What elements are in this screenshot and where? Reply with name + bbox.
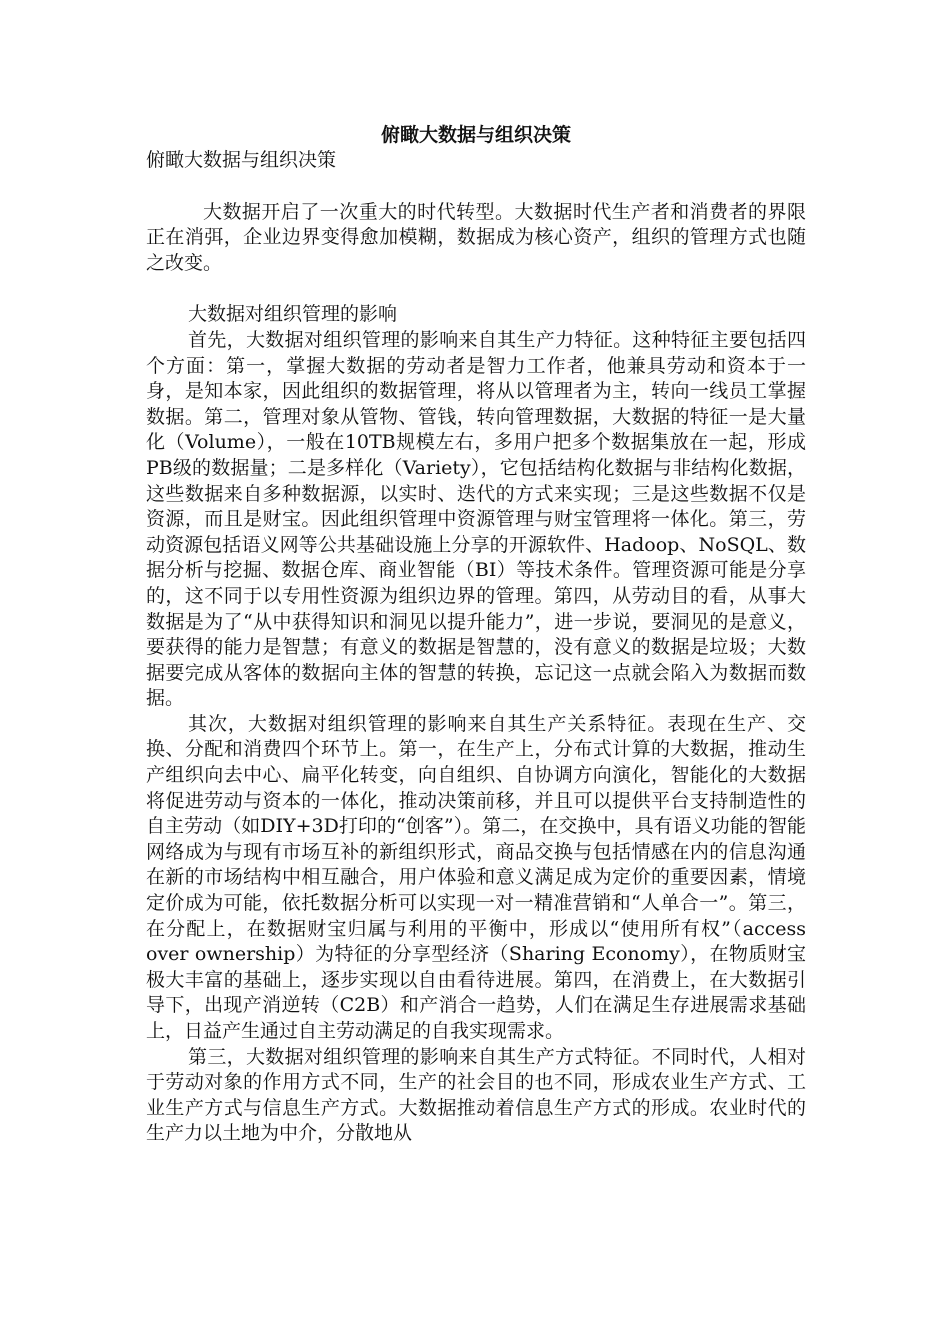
document-title: 俯瞰大数据与组织决策 bbox=[380, 124, 571, 146]
body-paragraph-1: 首先，大数据对组织管理的影响来自其生产力特征。这种特征主要包括四个方面：第一，掌握大数据的劳动者是智力工作者，他兼具劳动和资本于一身，是知本家，因此组织的数据管理，将从以管理者为主，转向一线员工掌握数据。第二，管理对象从管物、管钱，转向管理数据，大数据的特征一是大量化（Volume），一般在10TB规模左右，多用户把多个数据集放在一起，形成PB级的数据量；二是多样化（Variety），它包括结构化数据与非结构化数据，这些数据来自多种数据源，以实时、迭代的方式来实现；三是这些数据不仅是资源，而且是财宝。因此组织管理中资源管理与财宝管理将一体化。第三，劳动资源包括语义网等公共基础设施上分享的开源软件、Hadoop、NoSQL、数据分析与挖掘、数据仓库、商业智能（BI）等技术条件。管理资源可能是分享的，这不同于以专用性资源为组织边界的管理。第四，从劳动目的看，从事大数据是为了“从中获得知识和洞见以提升能力”，进一步说，要洞见的是意义，要获得的能力是智慧；有意义的数据是智慧的，没有意义的数据是垃圾；大数据要完成从客体的数据向主体的智慧的转换，忘记这一点就会陷入为数据而数据。 bbox=[146, 328, 806, 710]
intro-paragraph: 大数据开启了一次重大的时代转型。大数据时代生产者和消费者的界限正在消弭，企业边界变得愈加模糊，数据成为核心资产，组织的管理方式也随之改变。 bbox=[146, 200, 806, 274]
document-subtitle: 俯瞰大数据与组织决策 bbox=[146, 149, 337, 171]
section-heading: 大数据对组织管理的影响 bbox=[188, 303, 398, 326]
body-paragraph-2: 其次，大数据对组织管理的影响来自其生产关系特征。表现在生产、交换、分配和消费四个环节上。第一，在生产上，分布式计算的大数据，推动生产组织向去中心、扁平化转变，向自组织、自协调方向演化，智能化的大数据将促进劳动与资本的一体化，推动决策前移，并且可以提供平台支持制造性的自主劳动（如DIY+3D打印的“创客”）。第二，在交换中，具有语义功能的智能网络成为与现有市场互补的新组织形式，商品交换与包括情感在内的信息沟通在新的市场结构中相互融合，用户体验和意义满足成为定价的重要因素，情境定价成为可能，依托数据分析可以实现一对一精准营销和“人单合一”。第三，在分配上，在数据财宝归属与利用的平衡中，形成以“使用所有权”（access over ownership）为特征的分享型经济（Sharing Economy），在物质财宝极大丰富的基础上，逐步实现以自由看待进展。第四，在消费上，在大数据引导下，出现产消逆转（C2B）和产消合一趋势，人们在满足生存进展需求基础上，日益产生通过自主劳动满足的自我实现需求。 bbox=[146, 712, 806, 1042]
document-page bbox=[146, 122, 806, 1147]
body-paragraph-3: 第三，大数据对组织管理的影响来自其生产方式特征。不同时代，人相对于劳动对象的作用方式不同，生产的社会目的也不同，形成农业生产方式、工业生产方式与信息生产方式。大数据推动着信息生产方式的形成。农业时代的生产力以土地为中介，分散地从 bbox=[146, 1045, 806, 1145]
